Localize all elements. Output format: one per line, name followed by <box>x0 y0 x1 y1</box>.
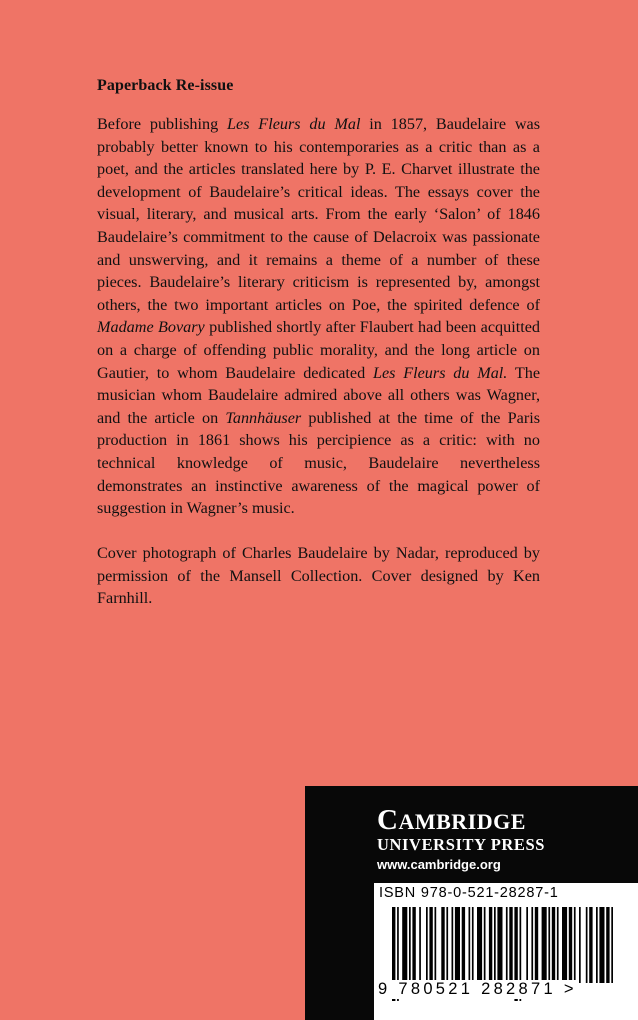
publisher-press: UNIVERSITY PRESS <box>377 835 546 854</box>
title-les-fleurs-du-mal: Les Fleurs du Mal <box>227 115 361 133</box>
publisher-name <box>377 804 526 837</box>
barcode-bar <box>455 907 460 983</box>
barcode-bar <box>611 907 613 983</box>
barcode-bar <box>494 907 496 983</box>
barcode-bar <box>477 907 482 983</box>
barcode-bar <box>606 907 609 983</box>
barcode-bar <box>426 907 428 983</box>
barcode-bar <box>574 907 576 983</box>
isbn-label: ISBN 978-0-521-28287-1 <box>379 885 559 901</box>
barcode-bar <box>402 907 407 983</box>
barcode-bar <box>509 907 512 983</box>
barcode-bar <box>484 907 486 983</box>
barcode-bar <box>429 907 432 983</box>
blurb-text-4: The musician whom Baudelaire admired above all others was Wagner, and the article on <box>97 363 541 427</box>
barcode-bar <box>548 907 550 983</box>
blurb-text-3: published shortly after Flaubert had been acquitted on a charge of offending public morality, and the long article on Gautier, to whom Baudelaire dedicated <box>97 318 541 382</box>
section-heading: Paperback Re-issue <box>97 77 234 94</box>
barcode-bar <box>435 907 437 983</box>
barcode-bar <box>589 907 592 983</box>
barcode-bar <box>599 907 604 983</box>
barcode-bar <box>542 907 547 983</box>
blurb-paragraph <box>97 113 540 520</box>
barcode-bar <box>412 907 415 983</box>
publisher-website[interactable]: www.cambridge.org <box>377 857 501 872</box>
barcode-bar <box>579 907 581 983</box>
barcode-bar <box>562 907 567 983</box>
publisher-name-rest: AMBRIDGE <box>398 809 526 834</box>
barcode-bar <box>535 907 538 983</box>
barcode-bar <box>472 907 474 983</box>
barcode-bar <box>557 907 559 983</box>
blurb-text-5: published at the time of the Paris production in 1861 shows his percipience as a critic: with no technical knowledge of music, Baudelaire nevertheless demonstrates an instinctive awareness of the magical power of suggestion in Wagner’s music. <box>97 408 541 518</box>
barcode-bar <box>462 907 465 983</box>
barcode-bar <box>569 907 572 983</box>
barcode-bar <box>531 907 533 983</box>
title-tannhauser: Tannhäuser <box>225 408 302 427</box>
barcode-bar <box>409 907 411 983</box>
barcode-bar <box>441 907 444 983</box>
barcode-bar <box>552 907 555 983</box>
publisher-panel <box>305 786 638 1020</box>
barcode-bar <box>506 907 508 983</box>
barcode-bar <box>446 907 448 983</box>
barcode-bar <box>586 907 588 983</box>
blurb-text-2: in 1857, Baudelaire was probably better known to his contemporaries as a critic than as a poet, and the articles translated here by P. E. Charvet illustrate the development of Baudelaire’s critical ideas. The essays cover the visual, literary, and musical arts. From the early ‘Salon’ of 1846 Baudelaire’s commitment to the cause of Delacroix was passionate and unswerving, and it remains a theme of a number of these pieces. Baudelaire’s literary criticism is represented by, amongst others, the two important articles on Poe, the spirited defence of <box>97 115 541 314</box>
barcode-bar <box>497 907 502 983</box>
publisher-name-initial: C <box>377 804 399 836</box>
cover-credits: Cover photograph of Charles Baudelaire by Nadar, reproduced by permission of the Mansell Collection. Cover designed by Ken Farnhill. <box>97 544 540 608</box>
barcode-bar <box>489 907 492 983</box>
barcode-bar <box>596 907 598 983</box>
barcode-bar <box>419 907 421 983</box>
barcode-digits: 9 780521 282871 > <box>378 980 577 998</box>
barcode-bar <box>526 907 528 983</box>
barcode-bar <box>452 907 454 983</box>
barcode-bar <box>469 907 471 983</box>
barcode-box <box>374 883 638 1020</box>
title-madame-bovary: Madame Bovary <box>97 318 205 337</box>
blurb-text-1: Before publishing <box>97 115 228 133</box>
title-les-fleurs-du-mal-2: Les Fleurs du Mal. <box>372 363 508 382</box>
